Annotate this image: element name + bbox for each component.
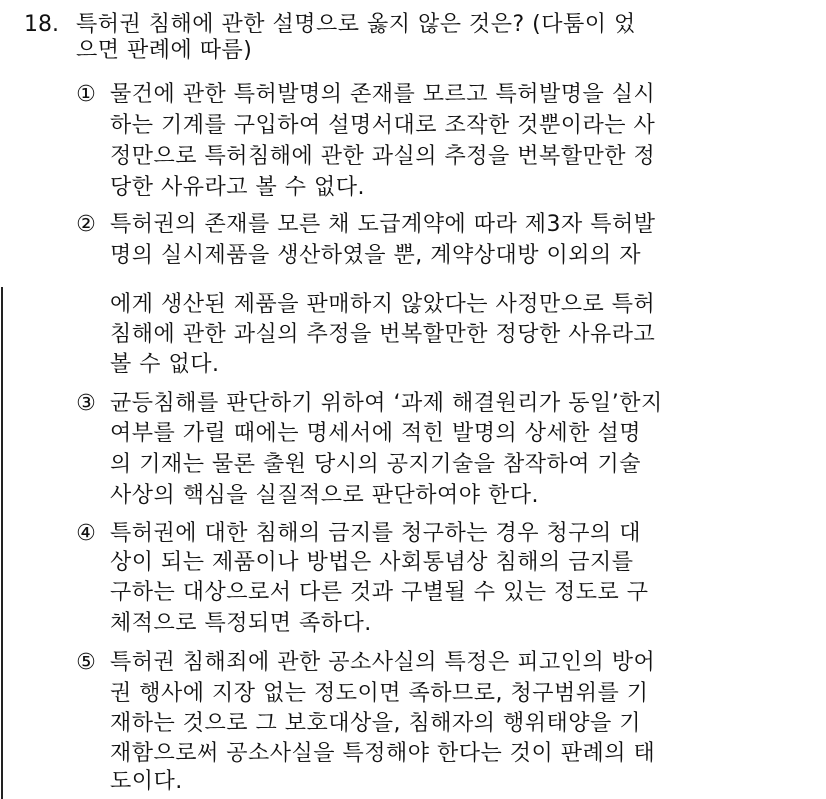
question-stem-line: 특허권 침해에 관한 설명으로 옳지 않은 것은? (다툼이 었: [76, 12, 636, 37]
option-4-line: 체적으로 특정되면 족하다.: [110, 611, 372, 636]
option-5-line: 재하는 것으로 그 보호대상을, 침해자의 행위태양을 기: [110, 711, 641, 736]
question-stem-line: 으면 판례에 따름): [76, 38, 253, 63]
option-marker-5: ⑤: [76, 650, 96, 675]
option-marker-2: ②: [76, 212, 96, 237]
option-marker-4: ④: [76, 521, 96, 546]
option-3-line: 균등침해를 판단하기 위하여 ‘과제 해결원리가 동일’한지: [110, 391, 663, 416]
left-margin-rule: [1, 287, 3, 799]
option-2-line: 볼 수 없다.: [110, 352, 220, 377]
option-3-line: 의 기재는 물론 출원 당시의 공지기술을 참작하여 기술: [110, 452, 641, 477]
option-4-line: 구하는 대상으로서 다른 것과 구별될 수 있는 정도로 구: [110, 580, 649, 605]
option-5-line: 재함으로써 공소사실을 특정해야 한다는 것이 판례의 태: [110, 741, 656, 766]
option-1-line: 당한 사유라고 볼 수 없다.: [110, 175, 365, 200]
option-2-line: 특허권의 존재를 모른 채 도급계약에 따라 제3자 특허발: [110, 212, 656, 237]
option-marker-3: ③: [76, 391, 96, 416]
question-number: 18.: [24, 12, 59, 37]
option-1-line: 정만으로 특허침해에 관한 과실의 추정을 번복할만한 정: [110, 144, 656, 169]
option-marker-1: ①: [76, 82, 96, 107]
option-2-line: 에게 생산된 제품을 판매하지 않았다는 사정만으로 특허: [110, 292, 656, 317]
option-5-line: 특허권 침해죄에 관한 공소사실의 특정은 피고인의 방어: [110, 650, 656, 675]
option-4-line: 상이 되는 제품이나 방법은 사회통념상 침해의 금지를: [110, 550, 634, 575]
option-2-line: 침해에 관한 과실의 추정을 번복할만한 정당한 사유라고: [110, 322, 656, 347]
option-1-line: 물건에 관한 특허발명의 존재를 모르고 특허발명을 실시: [110, 82, 656, 107]
option-3-line: 여부를 가릴 때에는 명세서에 적힌 발명의 상세한 설명: [110, 421, 641, 446]
option-5-line: 권 행사에 지장 없는 정도이면 족하므로, 청구범위를 기: [110, 681, 649, 706]
option-1-line: 하는 기계를 구입하여 설명서대로 조작한 것뿐이라는 사: [110, 113, 656, 138]
option-4-line: 특허권에 대한 침해의 금지를 청구하는 경우 청구의 대: [110, 521, 641, 546]
option-5-line: 도이다.: [110, 769, 183, 794]
option-3-line: 사상의 핵심을 실질적으로 판단하여야 한다.: [110, 483, 540, 508]
option-2-line: 명의 실시제품을 생산하였을 뿐, 계약상대방 이외의 자: [110, 243, 641, 268]
